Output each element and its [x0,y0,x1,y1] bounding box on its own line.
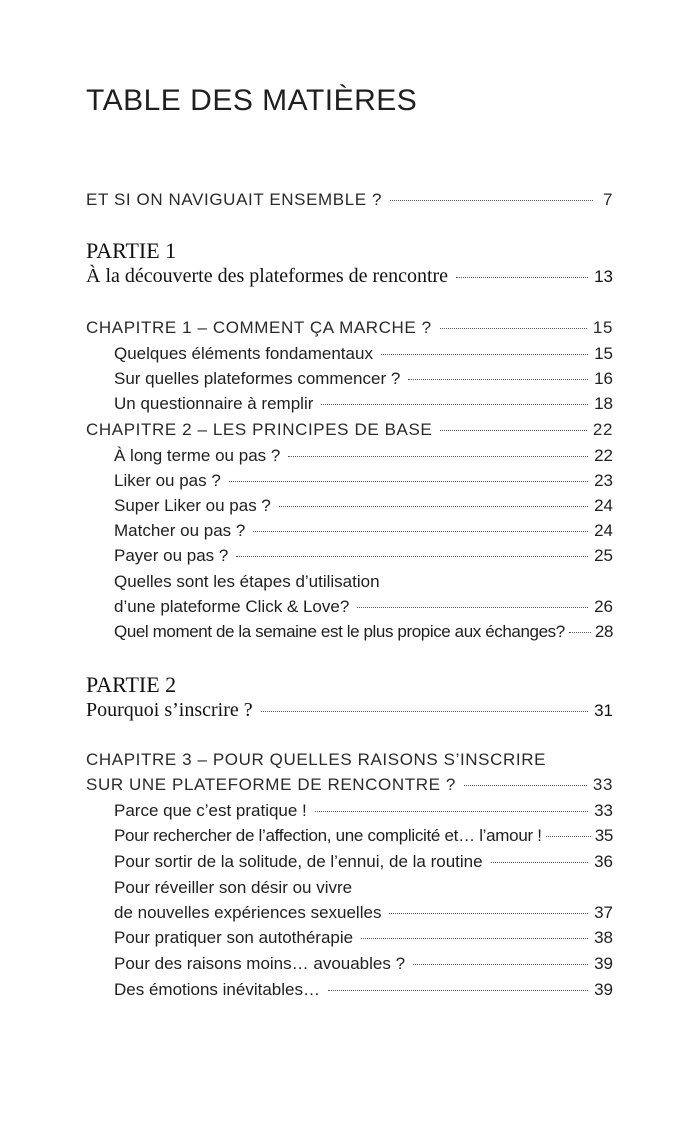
toc-entry[interactable] [114,546,613,566]
toc-entry-label: À la découverte des plateformes de rencontre [86,265,449,287]
dot-leader [279,506,588,507]
page-title: TABLE DES MATIÈRES [86,84,418,117]
toc-entry-label: Super Liker ou pas ? [114,496,271,515]
toc-entry-label: SUR UNE PLATEFORME DE RENCONTRE ? [86,775,456,794]
toc-entry-chapter-3[interactable] [86,775,613,795]
toc-entry-page: 33 [592,775,613,794]
toc-entry-page: 22 [594,446,613,465]
toc-entry-label: Pourquoi s’inscrire ? [86,699,253,721]
toc-entry-part-2-title[interactable] [86,699,613,722]
toc-entry-label: Un questionnaire à remplir [114,394,314,413]
toc-entry-page: 24 [594,496,613,515]
toc-entry[interactable] [114,954,613,974]
dot-leader [315,811,588,812]
toc-entry-label: Pour rechercher de l’affection, une complicité et… l’amour ! [114,826,542,845]
toc-entry-page: 39 [594,980,613,999]
toc-entry-label: d’une plateforme Click & Love? [114,597,350,616]
dot-leader [288,456,588,457]
dot-leader [381,354,588,355]
toc-entry-label: À long terme ou pas ? [114,446,281,465]
dot-leader [261,711,588,712]
toc-entry-page: 28 [594,622,613,641]
toc-entry-label: Pour des raisons moins… avouables ? [114,954,406,973]
toc-entry[interactable] [114,394,613,414]
toc-entry-label: Des émotions inévitables… [114,980,320,999]
toc-entry[interactable] [114,496,613,516]
toc-entry[interactable] [114,826,613,846]
dot-leader [491,862,589,863]
part-1-label: PARTIE 1 [86,238,177,263]
toc-entry-part-1-title[interactable] [86,265,613,288]
toc-entry-page: 23 [594,471,613,490]
toc-entry-label: Sur quelles plateformes commencer ? [114,369,401,388]
toc-entry-label: Liker ou pas ? [114,471,221,490]
dot-leader [456,277,588,278]
toc-entry[interactable] [114,928,613,948]
toc-entry[interactable] [114,622,613,642]
toc-entry-label: CHAPITRE 1 – COMMENT ÇA MARCHE ? [86,318,432,337]
dot-leader [229,481,588,482]
dot-leader [569,632,591,633]
dot-leader [361,938,588,939]
toc-entry-label: CHAPITRE 2 – LES PRINCIPES DE BASE [86,420,433,439]
toc-entry-chapter-3-first-line[interactable]: CHAPITRE 3 – POUR QUELLES RAISONS S’INSCRIRE [86,750,547,769]
toc-entry-label: Parce que c’est pratique ! [114,801,307,820]
toc-entry-page: 26 [594,597,613,616]
dot-leader [408,379,588,380]
toc-entry-page: 37 [594,903,613,922]
toc-entry-page: 25 [594,546,613,565]
toc-entry-first-line[interactable]: Quelles sont les étapes d’utilisation [114,572,380,591]
toc-entry-first-line[interactable]: Pour réveiller son désir ou vivre [114,878,353,897]
dot-leader [389,913,588,914]
toc-entry-page: 13 [594,267,613,286]
toc-entry[interactable] [114,597,613,617]
toc-entry-page: 18 [594,394,613,413]
toc-entry-label: ET SI ON NAVIGUAIT ENSEMBLE ? [86,190,383,209]
toc-entry[interactable] [114,801,613,821]
dot-leader [546,836,591,837]
toc-entry-page: 24 [594,521,613,540]
toc-entry[interactable] [114,852,613,872]
toc-entry-page: 16 [594,369,613,388]
toc-entry[interactable] [114,369,613,389]
toc-entry-intro[interactable] [86,190,613,210]
toc-entry-label: Matcher ou pas ? [114,521,246,540]
toc-entry-label: Pour pratiquer son autothérapie [114,928,354,947]
toc-entry-page: 33 [594,801,613,820]
dot-leader [321,404,588,405]
toc-entry-label: Quel moment de la semaine est le plus propice aux échanges? [114,622,565,641]
dot-leader [464,785,587,786]
toc-entry-chapter-1[interactable] [86,318,613,338]
toc-entry-page: 31 [594,701,613,720]
toc-entry[interactable] [114,903,613,923]
toc-entry-page: 39 [594,954,613,973]
toc-entry[interactable] [114,344,613,364]
part-2-label: PARTIE 2 [86,672,177,697]
dot-leader [357,607,588,608]
toc-entry[interactable] [114,980,613,1000]
toc-entry-page: 7 [602,190,613,209]
dot-leader [413,964,588,965]
toc-entry-label: Quelques éléments fondamentaux [114,344,373,363]
dot-leader [390,200,593,201]
toc-entry-chapter-2[interactable] [86,420,613,440]
toc-entry-page: 38 [594,928,613,947]
toc-entry-label: Payer ou pas ? [114,546,229,565]
toc-entry-label: Pour sortir de la solitude, de l’ennui, de la routine [114,852,483,871]
toc-entry-page: 35 [594,826,613,845]
toc-entry-page: 15 [594,344,613,363]
toc-entry-page: 22 [592,420,613,439]
dot-leader [328,990,588,991]
dot-leader [253,531,588,532]
dot-leader [236,556,588,557]
toc-entry[interactable] [114,471,613,491]
toc-entry-label: de nouvelles expériences sexuelles [114,903,382,922]
dot-leader [440,430,587,431]
toc-entry-page: 15 [592,318,613,337]
toc-entry-page: 36 [594,852,613,871]
dot-leader [440,328,587,329]
toc-entry[interactable] [114,521,613,541]
toc-entry[interactable] [114,446,613,466]
